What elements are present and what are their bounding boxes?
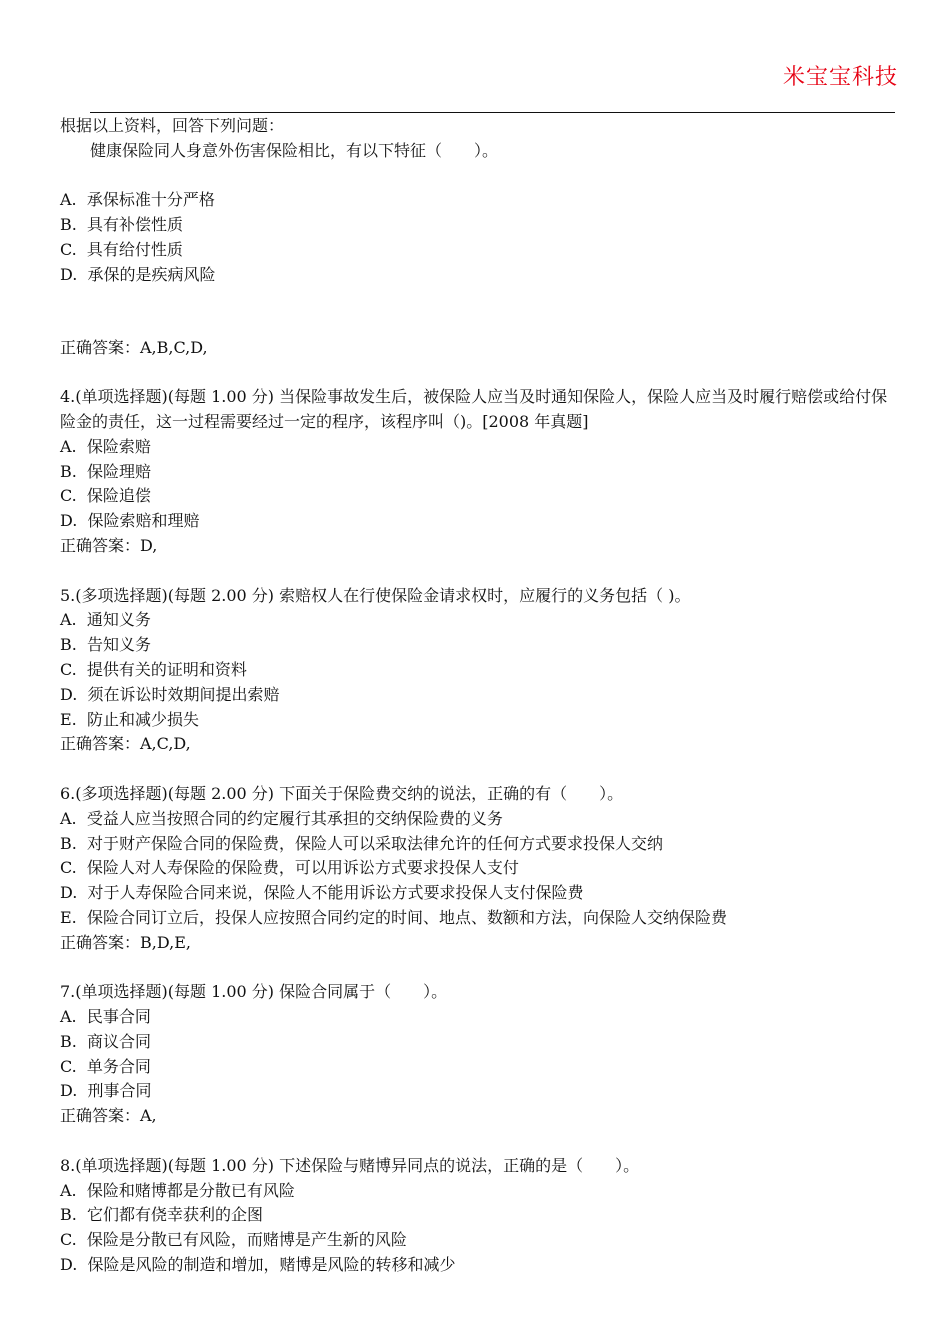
intro-block bbox=[60, 114, 900, 360]
intro-stem: 健康保险同人身意外伤害保险相比，有以下特征（ ）。 bbox=[90, 140, 499, 160]
question-8 bbox=[60, 1154, 900, 1278]
option-line: A. 保险和赌博都是分散已有风险 bbox=[60, 1180, 295, 1200]
spacer bbox=[60, 164, 900, 189]
option-line: B. 具有补偿性质 bbox=[60, 215, 184, 235]
document-body bbox=[60, 114, 900, 1278]
spacer bbox=[60, 757, 900, 782]
question-5 bbox=[60, 584, 900, 758]
option-line: A. 承保标准十分严格 bbox=[60, 190, 215, 210]
option-line: B. 商议合同 bbox=[60, 1031, 152, 1051]
answer-line: 正确答案：D, bbox=[60, 535, 158, 555]
option-line: C. 保险是分散已有风险，而赌博是产生新的风险 bbox=[60, 1230, 407, 1250]
option-line: B. 它们都有侥幸获利的企图 bbox=[60, 1205, 264, 1225]
question-stem: 5.(多项选择题)(每题 2.00 分) 索赔权人在行使保险金请求权时，应履行的义务包括（ )。 bbox=[60, 585, 691, 605]
option-line: E. 防止和减少损失 bbox=[60, 709, 199, 729]
option-line: D. 刑事合同 bbox=[60, 1081, 152, 1101]
answer-line: 正确答案：A,B,C,D, bbox=[60, 337, 208, 357]
option-line: E. 保险合同订立后，投保人应按照合同约定的时间、地点、数额和方法，向保险人交纳保险费 bbox=[60, 907, 727, 927]
question-stem: 4.(单项选择题)(每题 1.00 分) 当保险事故发生后，被保险人应当及时通知保险人，保险人应当及时履行赔偿或给付保险金的责任，这一过程需要经过一定的程序，该程序叫（)。[2008 年真题] bbox=[60, 387, 888, 431]
question-stem: 8.(单项选择题)(每题 1.00 分) 下述保险与赌博异同点的说法，正确的是（ ）。 bbox=[60, 1155, 640, 1175]
option-line: C. 保险人对人寿保险的保险费，可以用诉讼方式要求投保人支付 bbox=[60, 858, 519, 878]
answer-line: 正确答案：A,C,D, bbox=[60, 734, 191, 754]
option-line: D. 承保的是疾病风险 bbox=[60, 264, 216, 284]
header-rule bbox=[90, 112, 895, 113]
option-line: A. 受益人应当按照合同的约定履行其承担的交纳保险费的义务 bbox=[60, 808, 503, 828]
option-line: B. 告知义务 bbox=[60, 635, 152, 655]
option-line: C. 单务合同 bbox=[60, 1056, 151, 1076]
option-line: D. 对于人寿保险合同来说，保险人不能用诉讼方式要求投保人支付保险费 bbox=[60, 883, 584, 903]
spacer bbox=[60, 559, 900, 584]
question-6 bbox=[60, 782, 900, 956]
option-line: C. 保险追偿 bbox=[60, 486, 151, 506]
question-stem: 6.(多项选择题)(每题 2.00 分) 下面关于保险费交纳的说法，正确的有（ ）。 bbox=[60, 783, 624, 803]
option-line: C. 具有给付性质 bbox=[60, 239, 183, 259]
spacer bbox=[60, 956, 900, 981]
option-line: A. 通知义务 bbox=[60, 610, 151, 630]
spacer bbox=[60, 360, 900, 385]
spacer bbox=[60, 288, 900, 336]
brand-watermark: 米宝宝科技 bbox=[782, 65, 898, 90]
spacer bbox=[60, 1129, 900, 1154]
option-line: A. 保险索赔 bbox=[60, 436, 151, 456]
question-7 bbox=[60, 980, 900, 1129]
question-stem: 7.(单项选择题)(每题 1.00 分) 保险合同属于（ ）。 bbox=[60, 982, 448, 1002]
intro-lead: 根据以上资料，回答下列问题： bbox=[60, 116, 285, 135]
question-4 bbox=[60, 385, 900, 559]
option-line: B. 对于财产保险合同的保险费，保险人可以采取法律允许的任何方式要求投保人交纳 bbox=[60, 833, 664, 853]
option-line: B. 保险理赔 bbox=[60, 461, 152, 481]
option-line: D. 须在诉讼时效期间提出索赔 bbox=[60, 684, 280, 704]
option-line: C. 提供有关的证明和资料 bbox=[60, 659, 247, 679]
answer-line: 正确答案：B,D,E, bbox=[60, 932, 191, 952]
answer-line: 正确答案：A, bbox=[60, 1106, 157, 1126]
option-line: A. 民事合同 bbox=[60, 1007, 151, 1027]
option-line: D. 保险是风险的制造和增加，赌博是风险的转移和减少 bbox=[60, 1255, 456, 1275]
option-line: D. 保险索赔和理赔 bbox=[60, 511, 200, 531]
